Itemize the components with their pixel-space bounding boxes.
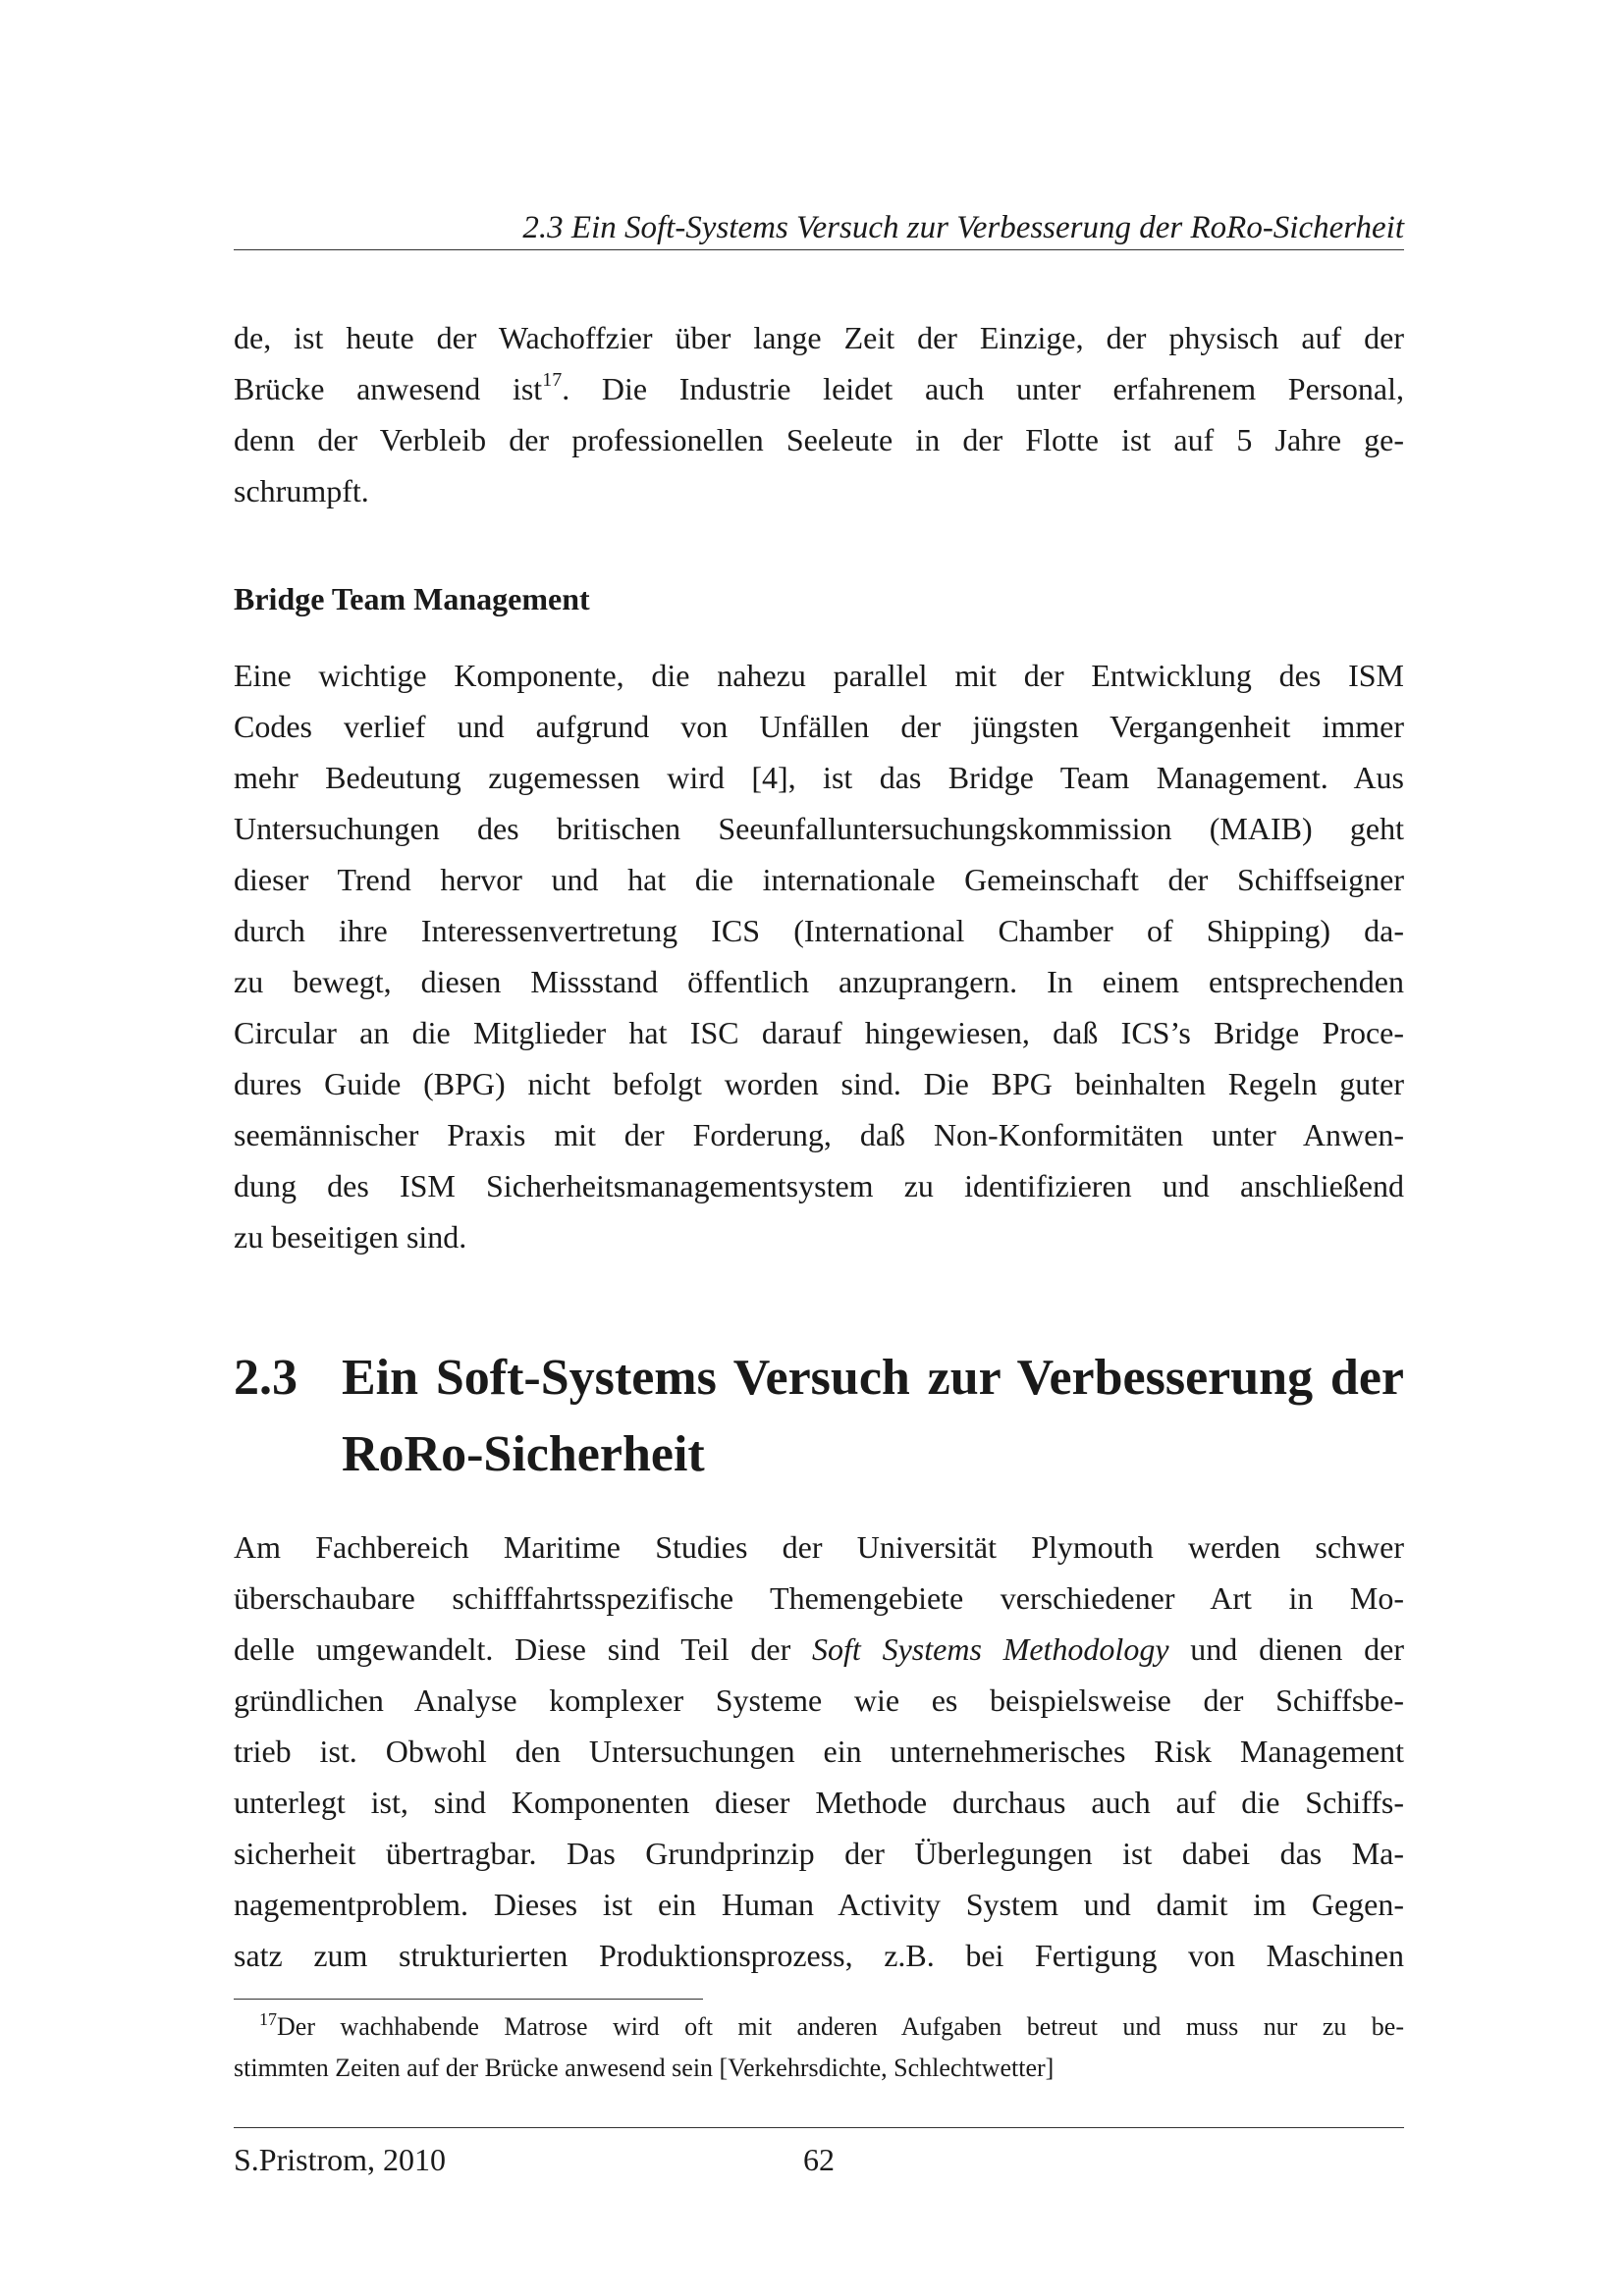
- text-line: unterlegt ist, sind Komponenten dieser Methode durchaus auch auf die Schiffs-: [234, 1785, 1404, 1820]
- footer-rule: [234, 2127, 1404, 2128]
- header-rule: [234, 249, 1404, 250]
- text-line: dures Guide (BPG) nicht befolgt worden sind. Die BPG beinhalten Regeln guter: [234, 1066, 1404, 1101]
- footnote-rule: [234, 1999, 703, 2000]
- text-line: satz zum strukturierten Produktionsprozess, z.B. bei Fertigung von Maschinen: [234, 1938, 1404, 1973]
- paragraph-2: [234, 650, 1404, 1262]
- text-line: Brücke anwesend ist$^{17}$. Die Industrie leidet auch unter erfahrenem Personal,: [234, 369, 1405, 406]
- document-page: [234, 0, 1404, 2296]
- text-line: denn der Verbleib der professionellen Seeleute in der Flotte ist auf 5 Jahre ge-: [234, 422, 1404, 457]
- text-line: dung des ISM Sicherheitsmanagementsystem zu identifizieren und anschließend: [234, 1168, 1404, 1203]
- paragraph-1: [234, 312, 1404, 516]
- emphasized-term: Soft Systems Methodology: [812, 1631, 1169, 1667]
- page-number: 62: [803, 2142, 835, 2177]
- text-line: überschaubare schifffahrtsspezifische Themengebiete verschiedener Art in Mo-: [234, 1580, 1404, 1616]
- text-line: trieb ist. Obwohl den Untersuchungen ein unternehmerisches Risk Management: [234, 1734, 1404, 1769]
- footnote: [234, 2006, 1404, 2089]
- text-line: schrumpft.: [234, 473, 369, 508]
- footnote-mark: 17: [259, 2009, 277, 2029]
- text-line: nagementproblem. Dieses ist ein Human Activity System und damit im Gegen-: [234, 1887, 1404, 1922]
- text-line: Codes verlief und aufgrund von Unfällen der jüngsten Vergangenheit immer: [234, 709, 1404, 744]
- section-title: [342, 1340, 1404, 1493]
- footnote-reference[interactable]: 17: [542, 369, 563, 391]
- footnote-line: stimmten Zeiten auf der Brücke anwesend sein [Verkehrsdichte, Schlechtwetter]: [234, 2054, 1055, 2082]
- running-header: 2.3 Ein Soft-Systems Versuch zur Verbesserung der RoRo-Sicherheit: [522, 210, 1404, 245]
- text-line: durch ihre Interessenvertretung ICS (International Chamber of Shipping) da-: [234, 913, 1404, 948]
- text-line: Eine wichtige Komponente, die nahezu parallel mit der Entwicklung des ISM: [234, 658, 1404, 693]
- footnote-line: $^{17}$Der wachhabende Matrose wird oft mit anderen Aufgaben betreut und muss nur zu be-: [259, 2009, 1404, 2041]
- text-line: mehr Bedeutung zugemessen wird [4], ist das Bridge Team Management. Aus: [234, 760, 1404, 795]
- subsection-title: Bridge Team Management: [234, 581, 590, 616]
- text-line: Circular an die Mitglieder hat ISC darauf hingewiesen, daß ICS’s Bridge Proce-: [234, 1015, 1404, 1050]
- text-line: sicherheit übertragbar. Das Grundprinzip der Überlegungen ist dabei das Ma-: [234, 1836, 1404, 1871]
- text-line: gründlichen Analyse komplexer Systeme wie es beispielsweise der Schiffsbe-: [234, 1682, 1404, 1718]
- text-line: seemännischer Praxis mit der Forderung, daß Non-Konformitäten unter Anwen-: [234, 1117, 1404, 1152]
- text-line: delle umgewandelt. Diese sind Teil der Soft Systems Methodology und dienen der: [234, 1631, 1405, 1667]
- text-line: de, ist heute der Wachoffzier über lange Zeit der Einzige, der physisch auf der: [234, 320, 1404, 355]
- text-line: zu beseitigen sind.: [234, 1219, 467, 1255]
- section-title-line: RoRo-Sicherheit: [342, 1426, 705, 1482]
- text-line: zu bewegt, diesen Missstand öffentlich anzuprangern. In einem entsprechenden: [234, 964, 1404, 999]
- section-number: 2.3: [234, 1350, 298, 1406]
- text-line: Untersuchungen des britischen Seeunfalluntersuchungskommission (MAIB) geht: [234, 811, 1404, 846]
- text-line: Am Fachbereich Maritime Studies der Universität Plymouth werden schwer: [234, 1529, 1404, 1565]
- paragraph-3: [234, 1522, 1404, 1981]
- footer-author: S.Pristrom, 2010: [234, 2142, 447, 2177]
- text-line: dieser Trend hervor und hat die internationale Gemeinschaft der Schiffseigner: [234, 862, 1404, 897]
- section-title-line: Ein Soft-Systems Versuch zur Verbesserung der: [342, 1350, 1404, 1406]
